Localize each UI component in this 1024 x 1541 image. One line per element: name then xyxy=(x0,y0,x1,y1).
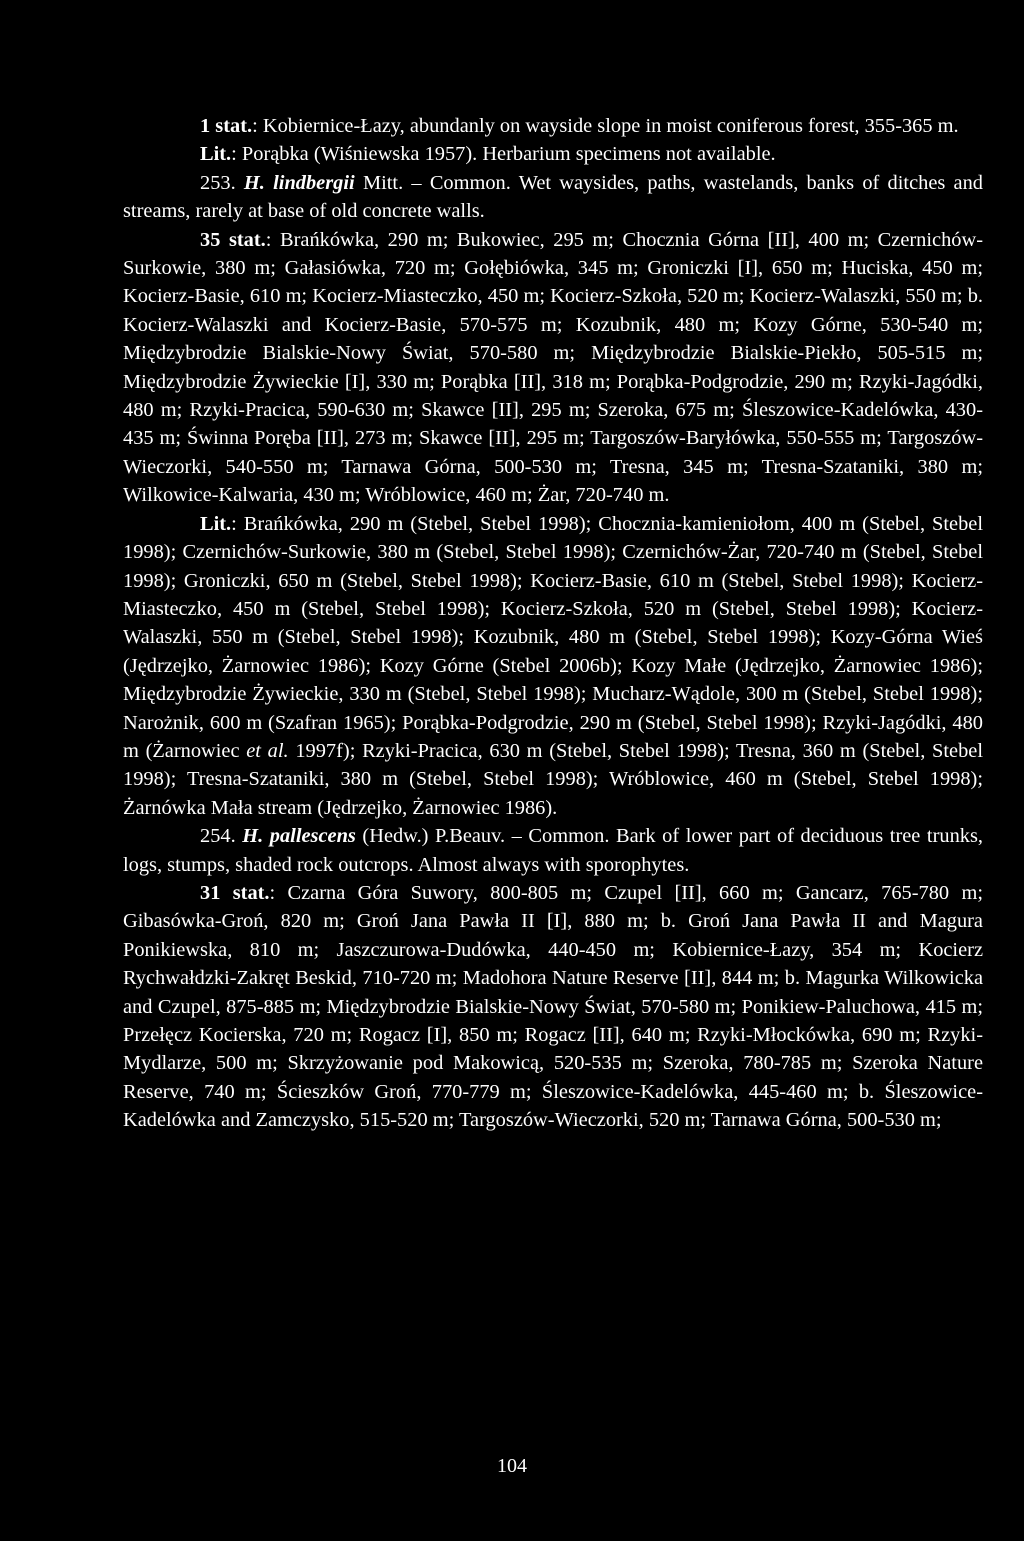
page-number: 104 xyxy=(497,1455,527,1477)
literature-label: Lit. xyxy=(200,512,232,535)
paragraph-species-253 xyxy=(123,169,983,226)
paragraph-lit-porabka xyxy=(123,140,983,168)
paragraph-text: 1997f); Rzyki-Pracica, 630 m (Stebel, Stebel 1998); Tresna, 360 m (Stebel, Stebel 1998); Tresna-Szataniki, 380 m (Stebel, Stebel 1998); Wróblowice, 460 m (Stebel, Stebel 1998); Żarnówka Mała stream (Jędrzejko, Żarnowiec 1986). xyxy=(123,739,983,819)
paragraph-text: Mitt. – Common. Wet waysides, paths, wastelands, banks of ditches and streams, rarely at base of old concrete walls. xyxy=(123,171,983,223)
paragraph-species-254 xyxy=(123,822,983,879)
species-name: H. pallescens xyxy=(242,825,356,848)
paragraph-text: : Porąbka (Wiśniewska 1957). Herbarium specimens not available. xyxy=(231,143,776,166)
et-al-italic: et al. xyxy=(246,739,289,762)
paragraph-35-stat xyxy=(123,226,983,510)
literature-label: Lit. xyxy=(200,143,232,166)
species-number: 254. xyxy=(200,825,243,848)
species-number: 253. xyxy=(200,171,244,194)
station-count-label: 31 stat. xyxy=(200,881,270,904)
paragraph-1-stat-kobiernice xyxy=(123,112,983,140)
paragraph-text: (Hedw.) P.Beauv. – Common. Bark of lower part of deciduous tree trunks, logs, stumps, shaded rock outcrops. Almost always with sporophytes. xyxy=(123,825,983,876)
paragraph-text: : Kobiernice-Łazy, abundanly on wayside slope in moist coniferous forest, 355-365 m. xyxy=(252,115,959,137)
paragraph-text: : Czarna Góra Suwory, 800-805 m; Czupel [II], 660 m; Gancarz, 765-780 m; Gibasówka-Groń, 820 m; Groń Jana Pawła II [I], 880 m; b. Groń Jana Pawła II and Magura Ponikiewska, 810 m; Jaszczurowa-Dudówka, 440-450 m; Kobiernice-Łazy, 354 m; Kocierz Rychwałdzki-Zakręt Beskid, 710-720 m; Madohora Nature Reserve [II], 844 m; b. Magurka Wilkowicka and Czupel, 875-885 m; Międzybrodzie Bialskie-Nowy Świat, 570-580 m; Ponikiew-Paluchowa, 415 m; Przełęcz Kocierska, 720 m; Rogacz [I], 850 m; Rogacz [II], 640 m; Rzyki-Młockówka, 690 m; Rzyki-Mydlarze, 500 m; Skrzyżowanie pod Makowicą, 520-535 m; Szeroka, 780-785 m; Szeroka Nature Reserve, 740 m; Ścieszków Groń, 770-779 m; Śleszowice-Kadelówka, 445-460 m; b. Śleszowice-Kadelówka and Zamczysko, 515-520 m; Targoszów-Wieczorki, 520 m; Tarnawa Górna, 500-530 m; xyxy=(123,881,983,1132)
station-count-label: 35 stat. xyxy=(200,228,266,251)
paragraph-text: : Brańkówka, 290 m (Stebel, Stebel 1998); Chocznia-kamieniołom, 400 m (Stebel, Stebel 1998); Czernichów-Surkowie, 380 m (Stebel, Stebel 1998); Czernichów-Żar, 720-740 m (Stebel, Stebel 1998); Groniczki, 650 m (Stebel, Stebel 1998); Kocierz-Basie, 610 m (Stebel, Stebel 1998); Kocierz-Miasteczko, 450 m (Stebel, Stebel 1998); Kocierz-Szkoła, 520 m (Stebel, Stebel 1998); Kocierz-Walaszki, 550 m (Stebel, Stebel 1998); Kozubnik, 480 m (Stebel, Stebel 1998); Kozy-Górna Wieś (Jędrzejko, Żarnowiec 1986); Kozy Górne (Stebel 2006b); Kozy Małe (Jędrzejko, Żarnowiec 1986); Międzybrodzie Żywieckie, 330 m (Stebel, Stebel 1998); Mucharz-Wądole, 300 m (Stebel, Stebel 1998); Narożnik, 600 m (Szafran 1965); Porąbka-Podgrodzie, 290 m (Stebel, Stebel 1998); Rzyki-Jagódki, 480 m (Żarnowiec xyxy=(123,512,983,762)
page-body xyxy=(123,112,983,1135)
species-name: H. lindbergii xyxy=(243,171,355,194)
paragraph-text: : Brańkówka, 290 m; Bukowiec, 295 m; Chocznia Górna [II], 400 m; Czernichów-Surkowie, 380 m; Gałasiówka, 720 m; Gołębiówka, 345 m; Groniczki [I], 650 m; Huciska, 450 m; Kocierz-Basie, 610 m; Kocierz-Miasteczko, 450 m; Kocierz-Szkoła, 520 m; Kocierz-Walaszki, 550 m; b. Kocierz-Walaszki and Kocierz-Basie, 570-575 m; Kozubnik, 480 m; Kozy Górne, 530-540 m; Międzybrodzie Bialskie-Nowy Świat, 570-580 m; Międzybrodzie Bialskie-Piekło, 505-515 m; Międzybrodzie Żywieckie [I], 330 m; Porąbka [II], 318 m; Porąbka-Podgrodzie, 290 m; Rzyki-Jagódki, 480 m; Rzyki-Pracica, 590-630 m; Skawce [II], 295 m; Szeroka, 675 m; Śleszowice-Kadelówka, 430-435 m; Świnna Poręba [II], 273 m; Skawce [II], 295 m; Targoszów-Baryłówka, 550-555 m; Targoszów-Wieczorki, 540-550 m; Tarnawa Górna, 500-530 m; Tresna, 345 m; Tresna-Szataniki, 380 m; Wilkowice-Kalwaria, 430 m; Wróblowice, 460 m; Żar, 720-740 m. xyxy=(123,228,983,507)
paragraph-lit-lindbergii xyxy=(123,510,983,822)
paragraph-31-stat xyxy=(123,879,983,1135)
station-count-label: 1 stat. xyxy=(200,115,253,137)
